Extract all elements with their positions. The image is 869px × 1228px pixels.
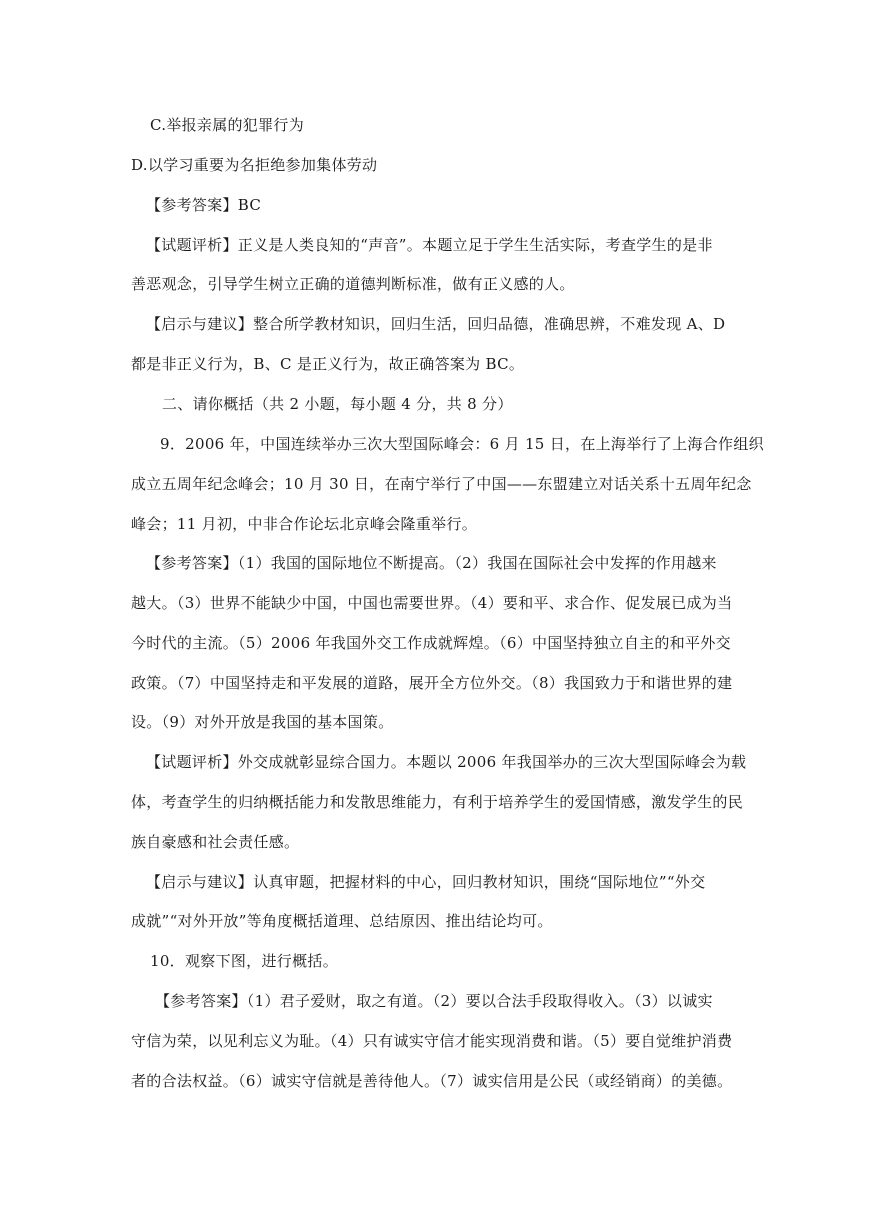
- analysis-line: 【试题评析】正义是人类良知的“声音”。本题立足于学生生活实际，考查学生的是非: [146, 236, 713, 254]
- answer-10-line: 【参考答案】（1）君子爱财，取之有道。（2）要以合法手段取得收入。（3）以诚实: [155, 992, 713, 1010]
- analysis-9-line: 族自豪感和社会责任感。: [131, 833, 300, 851]
- option-c: C.举报亲属的犯罪行为: [150, 116, 305, 134]
- section-heading: 二、请你概括（共 2 小题，每小题 4 分，共 8 分）: [162, 395, 513, 413]
- analysis-9-line: 体，考查学生的归纳概括能力和发散思维能力，有利于培养学生的爱国情感，激发学生的民: [131, 793, 744, 811]
- question-10: 10．观察下图，进行概括。: [150, 952, 338, 970]
- suggestion-9-line: 【启示与建议】认真审题，把握材料的中心，回归教材知识，围绕“国际地位”“外交: [146, 873, 706, 891]
- answer-9-line: 设。（9）对外开放是我国的基本国策。: [131, 713, 394, 731]
- analysis-9-line: 【试题评析】外交成就彰显综合国力。本题以 2006 年我国举办的三次大型国际峰会为载: [146, 753, 747, 771]
- answer-9-line: 政策。（7）中国坚持走和平发展的道路，展开全方位外交。（8）我国致力于和谐世界的建: [131, 674, 733, 692]
- suggestion-9-line: 成就”“对外开放”等角度概括道理、总结原因、推出结论均可。: [131, 912, 553, 930]
- answer-10-line: 者的合法权益。（6）诚实守信就是善待他人。（7）诚实信用是公民（或经销商）的美德。: [131, 1072, 733, 1090]
- answer-10-line: 守信为荣，以见利忘义为耻。（4）只有诚实守信才能实现消费和谐。（5）要自觉维护消费: [131, 1032, 733, 1050]
- answer-9-line: 越大。（3）世界不能缺少中国，中国也需要世界。（4）要和平、求合作、促发展已成为当: [131, 594, 733, 612]
- suggestion-line: 【启示与建议】整合所学教材知识，回归生活，回归品德，准确思辨，不难发现 A、D: [146, 315, 726, 333]
- question-9-line: 9．2006 年，中国连续举办三次大型国际峰会：6 月 15 日，在上海举行了上海合作组织: [160, 435, 764, 453]
- analysis-line: 善恶观念，引导学生树立正确的道德判断标准，做有正义感的人。: [131, 275, 575, 293]
- question-9-line: 峰会；11 月初，中非合作论坛北京峰会隆重举行。: [131, 515, 478, 533]
- option-d: D.以学习重要为名拒绝参加集体劳动: [131, 156, 378, 174]
- answer-9-line: 【参考答案】（1）我国的国际地位不断提高。（2）我国在国际社会中发挥的作用越来: [146, 554, 717, 572]
- question-9-line: 成立五周年纪念峰会；10 月 30 日，在南宁举行了中国——东盟建立对话关系十五周年纪念: [131, 475, 752, 493]
- reference-answer: 【参考答案】BC: [146, 196, 262, 214]
- answer-9-line: 今时代的主流。（5）2006 年我国外交工作成就辉煌。（6）中国坚持独立自主的和平外交: [131, 634, 731, 652]
- suggestion-line: 都是非正义行为，B、C 是正义行为，故正确答案为 BC。: [131, 355, 525, 373]
